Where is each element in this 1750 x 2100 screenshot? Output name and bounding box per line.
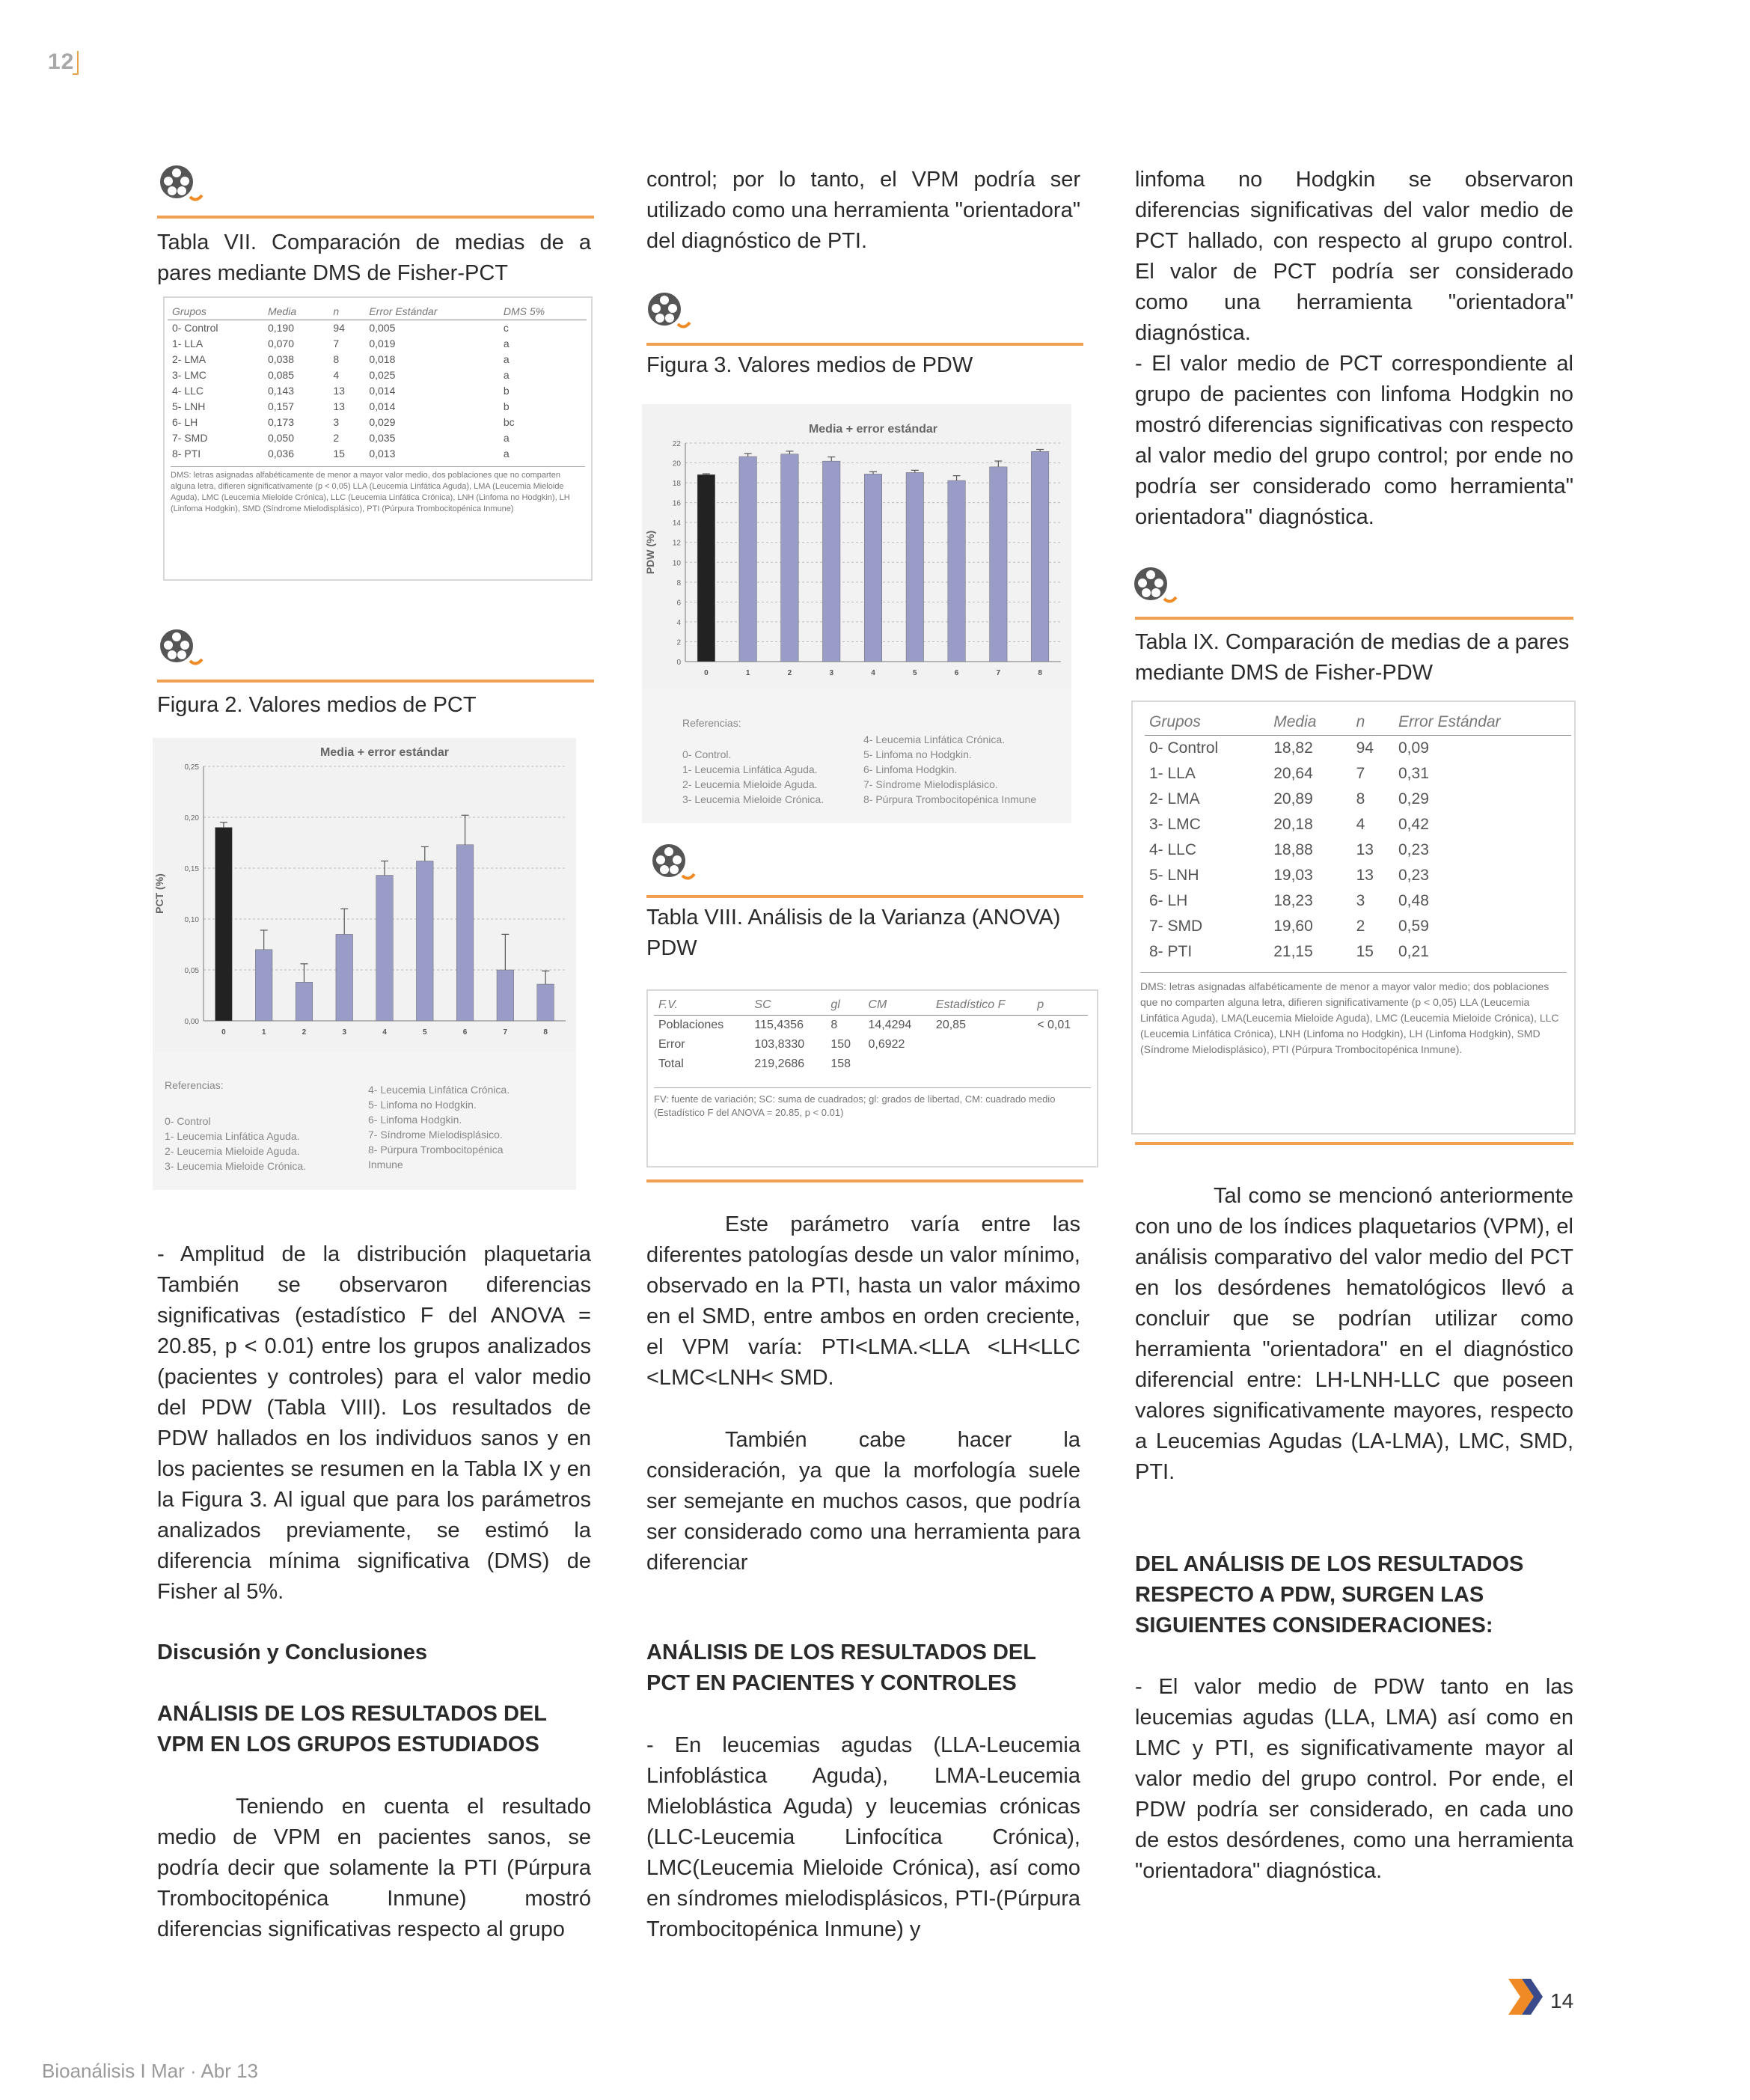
table-cell: 150 xyxy=(830,1038,851,1051)
x-tick-label: 1 xyxy=(261,1028,266,1037)
table-cell: 3- LMC xyxy=(1149,816,1201,833)
x-tick-label: 4 xyxy=(871,669,875,677)
table-cell: 8 xyxy=(333,353,340,365)
y-tick-label: 0 xyxy=(676,659,681,667)
table-header-cell: gl xyxy=(826,995,863,1016)
table-cell: 8- PTI xyxy=(172,448,201,460)
table-header-cell: Grupos xyxy=(168,304,263,320)
table9-note: DMS: letras asignadas alfabéticamente de menor a mayor valor medio; dos poblaciones que no comparten alguna letra, difieren significativamente (p < 0,05) LLA (Leucemia Linfática Aguda), LMA(Leucemia Mieloide Aguda), LMC (Leucemia Mieloide Crónica), LLC (Leucemia Linfática Crónica), LNH (Linfoma no Hodgkin), LH (Linfoma Hodgkin), SMD (Síndrome Mielodisplásico), PTI (Púrpura Trombocitopénica Inmune). xyxy=(1140,972,1567,1057)
table-cell: 3 xyxy=(1356,892,1365,909)
figure3-caption: Figura 3. Valores medios de PDW xyxy=(646,353,973,377)
y-tick-label: 0,10 xyxy=(184,916,199,924)
table-cell: 4 xyxy=(333,369,340,381)
table-cell: 0- Control xyxy=(1149,739,1219,757)
x-tick-label: 2 xyxy=(787,669,792,677)
table9 xyxy=(1131,700,1576,1135)
table-cell: 0,014 xyxy=(369,385,396,397)
pct-bar-chart xyxy=(153,738,576,1052)
y-axis-label: PDW (%) xyxy=(644,530,656,575)
table-cell xyxy=(863,1054,931,1074)
table-cell: a xyxy=(503,432,510,444)
y-axis-label: PCT (%) xyxy=(153,873,165,914)
figure3-references xyxy=(642,689,1071,823)
col2-para-intro xyxy=(646,165,1080,257)
table-cell: 1- LLA xyxy=(1149,765,1196,782)
table-cell: 8 xyxy=(1356,790,1365,808)
table-cell: 0,038 xyxy=(267,353,295,365)
y-tick-label: 0,15 xyxy=(184,865,199,873)
table-cell: 0- Control xyxy=(172,322,218,334)
y-tick-label: 8 xyxy=(676,579,681,587)
chart-title: Media + error estándar xyxy=(808,423,938,436)
x-tick-label: 5 xyxy=(912,669,917,677)
bar xyxy=(376,876,394,1021)
table-cell: 19,03 xyxy=(1273,867,1313,884)
table-cell: Poblaciones xyxy=(658,1019,724,1031)
table-cell: 18,23 xyxy=(1273,892,1313,909)
table-cell: 0,014 xyxy=(369,400,396,412)
bar xyxy=(864,474,881,662)
table-cell xyxy=(931,1054,1032,1074)
reference-item: 6- Linfoma Hodgkin. xyxy=(863,763,958,775)
reference-item: 3- Leucemia Mieloide Crónica. xyxy=(682,793,824,805)
orange-rule xyxy=(646,895,1083,898)
table-row xyxy=(1145,914,1571,939)
table-cell: 6- LH xyxy=(172,416,198,428)
y-tick-label: 0,00 xyxy=(184,1018,199,1026)
table-cell: 0,005 xyxy=(369,322,396,334)
y-tick-label: 20 xyxy=(672,460,681,468)
table-cell xyxy=(931,1035,1032,1054)
table-cell: 7- SMD xyxy=(172,432,208,444)
reference-item: 8- Púrpura Trombocitopénica Inmune xyxy=(863,793,1037,805)
section-heading: Discusión y Conclusiones xyxy=(157,1640,427,1664)
figure3-ref-left xyxy=(682,747,824,807)
table-cell: 0,029 xyxy=(369,416,396,428)
table-cell: 0,025 xyxy=(369,369,396,381)
bar xyxy=(497,970,514,1021)
y-tick-label: 0,05 xyxy=(184,967,199,975)
table-cell: a xyxy=(503,448,510,460)
paragraph: Este parámetro varía entre las diferentes patologías desde un valor mínimo, observado en la PTI, hasta un valor máximo en el SMD, entre ambos en orden creciente, el VPM varía: PTI<LMA.<LLA <LH<LLC <LMC<LNH< SMD. xyxy=(646,1212,1080,1390)
table-cell: 13 xyxy=(333,400,345,412)
pdw-bar-chart xyxy=(642,404,1071,689)
orange-rule xyxy=(1135,617,1573,620)
table-cell: 1- LLA xyxy=(172,338,204,350)
table7 xyxy=(163,296,593,581)
col3-para-conclusion xyxy=(1135,1181,1573,1488)
reference-item: 1- Leucemia Linfática Aguda. xyxy=(165,1130,300,1142)
x-tick-label: 7 xyxy=(503,1028,508,1037)
table-header-cell: n xyxy=(328,304,364,320)
table8-caption: Tabla VIII. Análisis de la Varianza (ANOVA) PDW xyxy=(646,906,1061,960)
bar xyxy=(456,845,474,1021)
table-header-cell: DMS 5% xyxy=(499,304,587,320)
table-cell: 219,2686 xyxy=(754,1057,805,1070)
table-cell: bc xyxy=(503,416,515,428)
table-row xyxy=(1145,837,1571,863)
table-cell: 0,29 xyxy=(1398,790,1429,808)
table-cell: b xyxy=(503,385,510,397)
subsection-heading: ANÁLISIS DE LOS RESULTADOS DEL PCT EN PACIENTES Y CONTROLES xyxy=(646,1640,1036,1695)
page-number-bottom: 14 xyxy=(1550,1989,1574,2012)
reference-item: 7- Síndrome Mielodisplásico. xyxy=(863,778,998,790)
table-cell: 2- LMA xyxy=(172,353,206,365)
table-cell: 2 xyxy=(1356,918,1365,935)
reference-item: 5- Linfoma no Hodgkin. xyxy=(863,748,972,760)
table8-note: FV: fuente de variación; SC: suma de cuadrados; gl: grados de libertad, CM: cuadrado medio (Estadístico F del ANOVA = 20.85, p < 0.01) xyxy=(654,1087,1091,1120)
table-cell: 20,85 xyxy=(935,1019,966,1031)
reference-item: 0- Control xyxy=(165,1115,211,1127)
table-cell: 103,8330 xyxy=(754,1038,805,1051)
table-cell: 13 xyxy=(1356,841,1374,858)
paragraph: - En leucemias agudas (LLA-Leucemia Linfoblástica Aguda), LMA-Leucemia Mieloblástica Aguda) y leucemias crónicas (LLC-Leucemia Linfocítica Crónica), LMC(Leucemia Mieloide Crónica), así como en síndromes mielodisplásicos, PTI-(Púrpura Trombocitopénica Inmune) y xyxy=(646,1733,1080,1941)
x-tick-label: 1 xyxy=(745,669,750,677)
table-cell: 4- LLC xyxy=(1149,841,1197,858)
subsection-heading: ANÁLISIS DE LOS RESULTADOS DEL VPM EN LOS GRUPOS ESTUDIADOS xyxy=(157,1702,547,1756)
paragraph: Teniendo en cuenta el resultado medio de VPM en pacientes sanos, se podría decir que solamente la PTI (Púrpura Trombocitopénica Inmune) mostró diferencias significativas respecto al grupo xyxy=(157,1795,591,1941)
table-row xyxy=(168,367,587,383)
x-tick-label: 0 xyxy=(704,669,709,677)
table-cell: 20,64 xyxy=(1273,765,1313,782)
figure2-references xyxy=(153,1052,576,1190)
reference-item: 4- Leucemia Linfática Crónica. xyxy=(863,733,1006,745)
x-tick-label: 6 xyxy=(954,669,959,677)
table-header-cell: Estadístico F xyxy=(931,995,1032,1016)
table-header-cell: Media xyxy=(263,304,328,320)
col2-para-morphology xyxy=(646,1425,1080,1578)
film-reel-icon xyxy=(1131,563,1179,611)
table-header-cell: n xyxy=(1352,709,1394,736)
table-cell: 18,82 xyxy=(1273,739,1313,757)
film-reel-icon xyxy=(157,161,205,209)
x-tick-label: 2 xyxy=(302,1028,307,1037)
table-cell: 13 xyxy=(1356,867,1374,884)
film-reel-icon xyxy=(157,625,205,673)
table-row xyxy=(1145,736,1571,762)
table-cell: 14,4294 xyxy=(868,1019,912,1031)
table-row xyxy=(1145,863,1571,888)
table-header-cell: SC xyxy=(750,995,826,1016)
bar xyxy=(739,457,756,662)
bar xyxy=(416,861,433,1021)
table-cell: c xyxy=(503,322,509,334)
table-cell: 7 xyxy=(333,338,340,350)
figure3-chart xyxy=(642,404,1071,689)
y-tick-label: 6 xyxy=(676,599,681,608)
table-cell xyxy=(1032,1054,1088,1074)
table-cell: < 0,01 xyxy=(1037,1019,1071,1031)
orange-rule xyxy=(646,343,1083,346)
reference-item: 7- Síndrome Mielodisplásico. xyxy=(368,1129,503,1141)
table-cell: 94 xyxy=(333,322,345,334)
y-tick-label: 14 xyxy=(672,519,681,528)
reference-item: 2- Leucemia Mieloide Aguda. xyxy=(682,778,818,790)
table-cell: 15 xyxy=(333,448,345,460)
x-tick-label: 3 xyxy=(829,669,834,677)
table-cell: 0,42 xyxy=(1398,816,1429,833)
table-row xyxy=(168,352,587,367)
table-header-cell: Grupos xyxy=(1145,709,1269,736)
figure3-ref-title: Referencias: xyxy=(682,717,741,729)
orange-rule xyxy=(1135,1142,1573,1145)
table-cell: 21,15 xyxy=(1273,943,1313,960)
paragraph: - El valor medio de PDW tanto en las leucemias agudas (LLA, LMA) así como en LMC y PTI, es significativamente mayor al valor medio del grupo control. Por ende, el PDW podría ser considerado, en cada uno de estos desórdenes, como una herramienta "orientadora" diagnóstica. xyxy=(1135,1675,1573,1883)
bar xyxy=(697,474,715,662)
table-row xyxy=(168,430,587,446)
table-cell: 5- LNH xyxy=(172,400,206,412)
figure2-chart xyxy=(153,738,576,1052)
table-cell: 158 xyxy=(830,1057,851,1070)
table-row xyxy=(654,1035,1088,1054)
reference-item: 3- Leucemia Mieloide Crónica. xyxy=(165,1160,307,1172)
table-cell: 15 xyxy=(1356,943,1374,960)
table-cell: 20,89 xyxy=(1273,790,1313,808)
table-cell: 0,09 xyxy=(1398,739,1429,757)
paragraph: - Amplitud de la distribución plaquetaria También se observaron diferencias significativas (estadístico F del ANOVA = 20.85, p < 0.01) entre los grupos analizados (pacientes y controles) para el valor medio del PDW (Tabla VIII). Los resultados de PDW hallados en los individuos sanos y en los pacientes se resumen en la Tabla IX y en la Figura 3. Al igual que para los parámetros analizados previamente, se estimó la diferencia mínima significativa (DMS) de Fisher al 5%. xyxy=(157,1242,591,1604)
col1-para-vpm xyxy=(157,1792,591,1945)
x-tick-label: 8 xyxy=(543,1028,548,1037)
bar xyxy=(781,454,798,662)
table-cell: 0,23 xyxy=(1398,867,1429,884)
figure3-ref-right xyxy=(863,732,1036,807)
col1-para-pdw xyxy=(157,1239,591,1608)
reference-item: Inmune xyxy=(368,1159,403,1170)
col3-para-pdw xyxy=(1135,1672,1573,1887)
col2-para-pct xyxy=(646,1730,1080,1945)
figure2-ref-left xyxy=(165,1114,306,1173)
table-cell: 0,23 xyxy=(1398,841,1429,858)
bar xyxy=(255,950,272,1021)
table-cell: Total xyxy=(658,1057,684,1070)
reference-item: 6- Linfoma Hodgkin. xyxy=(368,1114,462,1126)
table-cell: 0,21 xyxy=(1398,943,1429,960)
y-tick-label: 16 xyxy=(672,499,681,508)
x-tick-label: 7 xyxy=(996,669,1001,677)
table-header-cell: F.V. xyxy=(654,995,750,1016)
table-cell: 0,085 xyxy=(267,369,295,381)
table-row xyxy=(168,336,587,352)
table-cell: 20,18 xyxy=(1273,816,1313,833)
table-header-cell: Error Estándar xyxy=(364,304,499,320)
table-cell: 0,173 xyxy=(267,416,295,428)
table-header-cell: Media xyxy=(1269,709,1351,736)
table-cell: a xyxy=(503,353,510,365)
paragraph: Tal como se mencionó anteriormente con uno de los índices plaquetarios (VPM), el análisis comparativo del valor medio del PCT en los desórdenes hematológicos llevó a concluir que se podrían utilizar como herramienta "orientadora" en el diagnóstico diferencial entre: LH-LNH-LLC que poseen valores significativamente mayores, respecto a Leucemias Agudas (LA-LMA), LMC, SMD, PTI. xyxy=(1135,1184,1573,1484)
orange-rule xyxy=(157,216,594,219)
y-tick-label: 2 xyxy=(676,638,681,647)
y-tick-label: 18 xyxy=(672,480,681,489)
table-cell: 0,036 xyxy=(267,448,295,460)
y-tick-label: 0,20 xyxy=(184,814,199,822)
table-cell: 0,013 xyxy=(369,448,396,460)
table-cell: 0,157 xyxy=(267,400,295,412)
bar xyxy=(537,984,554,1021)
reference-item: 1- Leucemia Linfática Aguda. xyxy=(682,763,818,775)
table-cell: 0,6922 xyxy=(868,1038,905,1051)
table-cell: 6- LH xyxy=(1149,892,1188,909)
table-cell: 94 xyxy=(1356,739,1374,757)
film-reel-icon xyxy=(645,288,693,336)
table-row xyxy=(1145,939,1571,965)
reference-item: 0- Control. xyxy=(682,748,732,760)
bar xyxy=(990,467,1007,662)
table-row xyxy=(168,446,587,462)
reference-item: 8- Púrpura Trombocitopénica xyxy=(368,1144,504,1156)
table-row xyxy=(168,320,587,337)
table-cell: 0,050 xyxy=(267,432,295,444)
reference-item: 4- Leucemia Linfática Crónica. xyxy=(368,1084,510,1096)
table-cell: 0,143 xyxy=(267,385,295,397)
table-cell: 0,59 xyxy=(1398,918,1429,935)
y-tick-label: 4 xyxy=(676,618,681,627)
table-cell: 2- LMA xyxy=(1149,790,1200,808)
col3-para-intro xyxy=(1135,165,1573,349)
chevron-right-icon xyxy=(1505,1976,1547,2018)
table-cell: Error xyxy=(658,1038,685,1051)
table-cell: 7 xyxy=(1356,765,1365,782)
journal-footer: Bioanálisis I Mar · Abr 13 xyxy=(42,2060,259,2082)
bar xyxy=(215,828,233,1021)
table-header-cell: CM xyxy=(863,995,931,1016)
bar xyxy=(336,934,353,1021)
paragraph: control; por lo tanto, el VPM podría ser utilizado como una herramienta "orientadora" del diagnóstico de PTI. xyxy=(646,168,1080,253)
table-row xyxy=(168,415,587,430)
table-row xyxy=(1145,888,1571,914)
y-tick-label: 10 xyxy=(672,559,681,568)
figure2-caption: Figura 2. Valores medios de PCT xyxy=(157,693,477,717)
table-header-cell: p xyxy=(1032,995,1088,1016)
table-row xyxy=(168,399,587,415)
table7-note: DMS: letras asignadas alfabéticamente de menor a mayor valor medio, dos poblaciones que no comparten alguna letra, difieren significativamente (p < 0,05) LLA (Leucemia Linfática Aguda), LMA (Leucemia Mieloide Aguda), LMC (Leucemia Mieloide Crónica), LLC (Leucemia Linfática Crónica), LNH (Linfoma no Hodgkin), LH (Linfoma Hodgkin), SMD (Síndrome Mielodisplásico), PTI (Púrpura Trombocitopénica Inmune) xyxy=(171,466,585,515)
bar xyxy=(948,480,965,662)
orange-rule xyxy=(157,680,594,683)
y-tick-label: 0,25 xyxy=(184,763,199,772)
table-cell: 5- LNH xyxy=(1149,867,1199,884)
table-cell: 8- PTI xyxy=(1149,943,1193,960)
table-cell: 4- LLC xyxy=(172,385,204,397)
table-cell: 2 xyxy=(333,432,340,444)
film-reel-icon xyxy=(649,840,697,888)
table-row xyxy=(1145,761,1571,787)
table-cell xyxy=(1032,1035,1088,1054)
table-cell: 3- LMC xyxy=(172,369,206,381)
x-tick-label: 5 xyxy=(422,1028,427,1037)
table-cell: 0,070 xyxy=(267,338,295,350)
table-cell: a xyxy=(503,369,510,381)
paragraph: linfoma no Hodgkin se observaron diferencias significativas del valor medio de PCT hallado, con respecto al grupo control. El valor de PCT podría ser considerado como una herramienta "orientadora" diagnóstica. xyxy=(1135,168,1573,345)
table9-caption: Tabla IX. Comparación de medias de a pares mediante DMS de Fisher-PDW xyxy=(1135,630,1570,685)
figure2-ref-title: Referencias: xyxy=(165,1079,224,1091)
x-tick-label: 4 xyxy=(382,1028,387,1037)
table7-caption: Tabla VII. Comparación de medias de a pares mediante DMS de Fisher-PCT xyxy=(157,231,591,285)
x-tick-label: 6 xyxy=(462,1028,468,1037)
reference-item: 5- Linfoma no Hodgkin. xyxy=(368,1099,477,1111)
bar xyxy=(296,982,313,1021)
table-cell: 13 xyxy=(333,385,345,397)
col3-para-hodgkin xyxy=(1135,349,1573,533)
bar xyxy=(823,461,840,662)
table8 xyxy=(646,989,1098,1167)
table-cell: 7- SMD xyxy=(1149,918,1203,935)
table-cell: 0,019 xyxy=(369,338,396,350)
figure2-ref-right xyxy=(368,1082,510,1172)
table-cell: 3 xyxy=(333,416,340,428)
table-cell: 8 xyxy=(830,1019,838,1031)
table-cell: 4 xyxy=(1356,816,1365,833)
table-row xyxy=(1145,812,1571,837)
table-cell: 0,31 xyxy=(1398,765,1429,782)
x-tick-label: 3 xyxy=(342,1028,347,1037)
orange-rule xyxy=(646,1179,1083,1182)
y-tick-label: 12 xyxy=(672,539,681,548)
paragraph: - El valor medio de PCT correspondiente al grupo de pacientes con linfoma Hodgkin no mostró diferencias significativas con respecto al valor medio del grupo control; por ende no podría ser considerado como herramienta" orientadora" diagnóstica. xyxy=(1135,352,1573,529)
paragraph: También cabe hacer la consideración, ya que la morfología suele ser semejante en muchos casos, que podría ser considerado como una herramienta para diferenciar xyxy=(646,1428,1080,1575)
page-number-top: 12 xyxy=(48,49,75,74)
table-cell: 0,035 xyxy=(369,432,396,444)
table-row xyxy=(654,1016,1088,1036)
table-cell: 18,88 xyxy=(1273,841,1313,858)
table-row xyxy=(1145,787,1571,812)
table-cell: 0,48 xyxy=(1398,892,1429,909)
table-row xyxy=(168,383,587,399)
bar xyxy=(906,472,923,662)
table-cell: 0,018 xyxy=(369,353,396,365)
table-cell: 0,190 xyxy=(267,322,295,334)
y-tick-label: 22 xyxy=(672,440,681,448)
table-cell: b xyxy=(503,400,510,412)
bar xyxy=(1031,451,1048,662)
subsection-heading: DEL ANÁLISIS DE LOS RESULTADOS RESPECTO A PDW, SURGEN LAS SIGUIENTES CONSIDERACIONES: xyxy=(1135,1552,1524,1637)
table-cell: 19,60 xyxy=(1273,918,1313,935)
table-row xyxy=(654,1054,1088,1074)
col2-para-range xyxy=(646,1209,1080,1394)
table-cell: a xyxy=(503,338,510,350)
x-tick-label: 8 xyxy=(1038,669,1042,677)
x-tick-label: 0 xyxy=(221,1028,226,1037)
reference-item: 2- Leucemia Mieloide Aguda. xyxy=(165,1145,300,1157)
table-header-cell: Error Estándar xyxy=(1394,709,1571,736)
table-cell: 115,4356 xyxy=(754,1019,804,1031)
chart-title: Media + error estándar xyxy=(319,746,450,759)
